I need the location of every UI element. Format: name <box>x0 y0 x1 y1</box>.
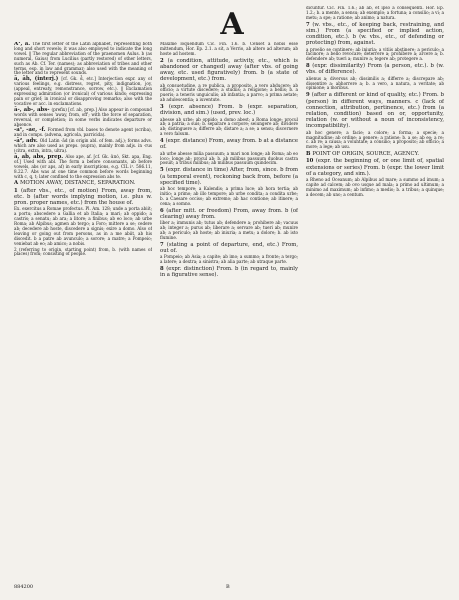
entry-text: ab hoc genere; a facie; a colore; a forma; a specie; a magnitudine; ab ordine; a genere; a ratione; b. a se; ab eo; a re; c. ab re; a causa; a voluntate; a consilio; a proposito; ab officio; a more; a lege; ab usu. <box>306 129 444 150</box>
sense-entry <box>306 92 444 129</box>
sense-definition: POINT OF ORIGIN, SOURCE, AGENCY. <box>312 151 420 158</box>
dictionary-entry <box>306 131 444 151</box>
sense-entry <box>14 188 152 207</box>
sense-number: 4 <box>160 138 166 145</box>
dictionary-entry <box>14 77 152 106</box>
column-3 <box>306 6 444 580</box>
sense-entry <box>160 242 298 254</box>
sense-definition: (w. vbs., etc., of keeping back, restraining, and sim.) From (a specified or implied action, condition, etc.). b (w. vbs., etc., of defending or protecting) from, against. <box>306 21 444 47</box>
entry-text: [cf. Gk. ἆ, etc.] Interjection expr. any of various feelings, e.g. distress, regret, pity, indignation, joy, (appeal, entreaty, remonstrance, sorrow, etc.). ‖ Exclamation expressing admiration (or ironical) of various kinds; expressing pain or grief; in ironical or disapproving remarks; also with the vocative or acc. in exclamations. <box>14 76 152 106</box>
entry-text: alienus a; diversus ab; dissimilis a; differre a; discrepare ab; dissentire a; abhorrere a; b. a vero, a natura, a veritate; ab opinione; a moribus. <box>306 75 444 91</box>
sense-number: 7 <box>306 21 313 28</box>
sense-definition: (after vbs., etc., of motion) From, away from, etc. b (after words implying motion, i.e. plus w. pron. proper names, etc.) from the house of. <box>14 187 152 207</box>
sense-entry <box>306 158 444 177</box>
entry-text: a Pompeio; ab Asia; a capite; ab imo; a summo; a fronte; a tergo; a latere; a dextra; a sinistra; ab alia parte; ab utraque parte. <box>160 253 298 264</box>
sense-entry <box>306 63 444 75</box>
headword: -ā², adv. <box>14 138 40 145</box>
sense-definition: (expr. distance in time) After, from, since. b from (a temporal event), reckoning back from, before (a specified time). <box>160 167 298 186</box>
sense-number: 6 <box>160 207 167 214</box>
sense-number: 2 <box>160 57 168 64</box>
dictionary-entry <box>14 139 152 154</box>
sense-entry <box>306 151 444 157</box>
sense-number: 8 <box>306 63 313 70</box>
sense-number: 7 <box>160 241 167 248</box>
dictionary-entry <box>14 207 152 246</box>
sense-definition: (expr. distinction) From. b (in regard to, mainly in a figurative sense). <box>160 265 298 278</box>
sense-definition: (after mitt. or freedom) From, away from. b (of clearing) away from. <box>160 207 298 220</box>
dictionary-entry <box>14 128 152 138</box>
entry-text: (prefix) [cf. ab, prep.] Also appear in compound words with senses 'away, from, off'; with the force of separation, reversal, or completion; in some verbs indicates departure or absence. <box>14 106 152 127</box>
entry-text: liber a; immunis ab; tutus ab; defendere a; prohibere ab; vacuus ab; integer a; purus ab; liberare a; servare ab; tueri ab; munire ab; a periculo; ab hoste; ab iniuria; a metu; a dolore; b. ab isto flumine. <box>160 219 298 240</box>
signature-mark: B <box>226 584 230 590</box>
sense-definition: (expr. absence) From. b (expr. separation, division, and sim.) (used, prev. loc.) <box>160 104 298 117</box>
sense-number: 10 <box>306 158 316 165</box>
sense-number: 1 <box>14 187 21 194</box>
dictionary-entry <box>14 108 152 128</box>
sense-definition: (expr. dissimilarity) From (a person, etc.). b (w. vbs. of difference). <box>306 63 444 76</box>
dictionary-entry <box>160 152 298 167</box>
dictionary-entry <box>306 48 444 63</box>
entry-text: Also ape, af. [cf. Gk. ἀπό, Skt. apa, Eng. of.] Used with abl. The form a before consonants, ab before vowels, abs (or aps, af) in early inscriptions, e.g. CIL i². 586.11, 8.22.7. Abs was at one time common before words beginning with c, q, t; later confined to the expression abs te. <box>14 153 152 179</box>
headword: -ā¹, -ae, -f. <box>14 127 48 134</box>
sense-entry <box>306 22 444 47</box>
sense-definition: MOTION AWAY, DISTANCE, SEPARATION. <box>19 180 136 187</box>
entry-text: abesse ab urbe; ab oppido; a domo abest; a Roma longe; procul ab; a patria; a suis; b. separare a corpore; seiungere ab; dividere ab; distinguere a; differre ab; distare a; a se; a sensu; discernere a vero falsum. <box>160 116 298 137</box>
dictionary-entry <box>14 155 152 180</box>
sense-number: 5 <box>160 167 166 174</box>
page-code: 884200 <box>14 584 34 590</box>
dictionary-entry <box>306 178 444 198</box>
entry-text: 2 (referring to origin, starting point) from, b. (with names of places) from; consisting of people. <box>14 246 152 257</box>
sense-definition: (a condition, attitude, activity, etc., which is abandoned or changed) away (after vbs. of going away, etc. used figuratively) from. b (a state of development, etc.) from. <box>160 57 298 83</box>
sense-entry <box>160 138 298 150</box>
sense-definition: (expr. the beginning of, or one limit of, spatial extensions or series) From. b (expr. the lower limit of a category, and sim.). <box>306 158 444 177</box>
sense-entry <box>160 266 298 278</box>
entry-text: Ex. exercitus a Romae profectus. Pl. Am. 128; unde a porta abiit; a portu; abscedere a Gallia et ab Italia; a mari; ab oppido; a castris; a senatu; ab ara; a litore; a finibus; ab eo loco; ab urbe Roma; ab Alpibus; agmen ab tergo; a Foro; mittere a se; cedere ab; decedere ab hoste, discedere a signis; exire a domo. Also of leaving or going out from persons, as in a me abiit, ab his discedit. b a patre ab avunculo; a sorore; a matre; a Pompeio; veniebat ab eo; ab amico; a nobis. <box>14 206 152 246</box>
section-letter-heading: A <box>220 7 244 42</box>
entry-text: Formed from vbl. bases to denote agent (scriba), and in comps. (advena, agricola, parricida). <box>14 127 152 138</box>
headword: ā, ab, abs, prep. <box>14 153 66 160</box>
dictionary-entry <box>160 42 298 57</box>
headword: ā, āh, (interj.) <box>14 76 62 83</box>
entry-text: ab consuetudine, a re publica, a proposito, a vero abducere; ab officio; a virtute discedere; a studiis; a religione; a bellis; b. a pueris; a teneris unguiculis; ab infantia; a parvo; a prima aetate; ab adulescentia; a iuventute. <box>160 82 298 103</box>
sense-number: A <box>14 180 20 187</box>
entry-text: dicuntur. Cic. Fin. 1.6.; ab ab, et ipso a consequenti. Hor. Ep. 1.2.; b. a mente, a sensu; ab exemplo; a fortuna; a consilio; a vi; a metu; a spe; a ratione; ab animo; a natura. <box>306 6 444 20</box>
headword: A¹, a. <box>14 42 33 47</box>
sense-entry <box>160 208 298 220</box>
entry-text: a Rheno ad Oceanum; ab Alpibus ad mare; a summo ad imum; a capite ad calcem; ab ovo usque ad mala; a primo ad ultimum; a minimo ad maximum; ab infimo; a medio; b. a tribus; a quinque; a decem; ab uno; a centum. <box>306 177 444 197</box>
sense-entry <box>14 180 152 186</box>
entry-text: Old Latin -ād (in origin abl. of fem. adj.); forms advs. which are also used as preps. (supra), mainly from adjs. in -rus (citra, extra, intra, ultra). <box>14 138 152 154</box>
sense-entry <box>160 58 298 83</box>
dictionary-entry <box>306 77 444 92</box>
headword: ā-, ab-, abs- <box>14 106 52 113</box>
dictionary-entry <box>160 187 298 207</box>
dictionary-entry <box>160 118 298 138</box>
dictionary-entry <box>160 84 298 104</box>
entry-text: Maxime loquendum Cic. Fin. 1.6. b. Censet a nobis esse mittendum, Hor. Ep. 2.1. a sit, a Verrio, ab altero ad alterum; ab hoste ad hostem. <box>160 42 298 56</box>
entry-text: ab urbe abesse milia passuum; a mari non longe; ab Roma; ab eo loco; longe ab; procul ab; b. ab milibus passuum duobus castra posuit; a tribus milibus; ab milibus passuum quindecim. <box>160 150 298 166</box>
entry-text: The first letter of the Latin alphabet, representing both long and short vowels; it was also employed to indicate the long vowel. ‖ The regular abbreviation of the praenomen Aulus. b (as numeral, Gaius) from Lucilius (partly restored) of other letters, such as Ab. Cf. Ter. (names); as abbreviation of tribes and other terms, esp. in law and grammar; also used with the meaning of the letter and to represent sounds. <box>14 42 152 76</box>
sense-definition: (after a different or kind of quality, etc.) From. b (person) in different ways, manners. c (lack of connection, attribution, pertinence, etc.) from (a relation, condition) based on or, opportunity, relation (w. or without a noun of inconsistency, incompatibility). <box>306 92 444 130</box>
sense-number: 3 <box>160 104 169 111</box>
sense-number: 9 <box>306 92 312 99</box>
dictionary-entry <box>14 248 152 258</box>
entry-text: ab hoc tempore; a Kalendis; a prima luce; ab hora tertia; ab initio; a primo; ab illo tempore; ab urbe condita; a condita urbe; b. a Caesare occiso; ab extremo; ab hac contione; ab itinere; a cena; a somno. <box>160 185 298 206</box>
sense-definition: (stating a point of departure, end, etc.) From, out of. <box>160 241 298 254</box>
dictionary-entry <box>14 42 152 76</box>
dictionary-entry <box>306 6 444 21</box>
dictionary-entry <box>160 255 298 265</box>
sense-number: B <box>306 151 313 158</box>
sense-entry <box>160 167 298 186</box>
dictionary-page <box>14 6 450 594</box>
column-1 <box>14 42 152 580</box>
entry-text: a proelio se continere; ab iniuria; a vitiis abstinere; a periculo; a facinore; a bello revocare; deterrere a; prohibere a; arcere a; b. defendere ab; tueri a; munire a; tegere ab; protegere a. <box>306 46 444 62</box>
sense-definition: (expr. distance) From, away from. b at a distance of. <box>160 138 298 151</box>
dictionary-entry <box>160 221 298 241</box>
sense-entry <box>160 104 298 116</box>
column-2 <box>160 42 298 580</box>
sense-number: 8 <box>160 265 167 272</box>
